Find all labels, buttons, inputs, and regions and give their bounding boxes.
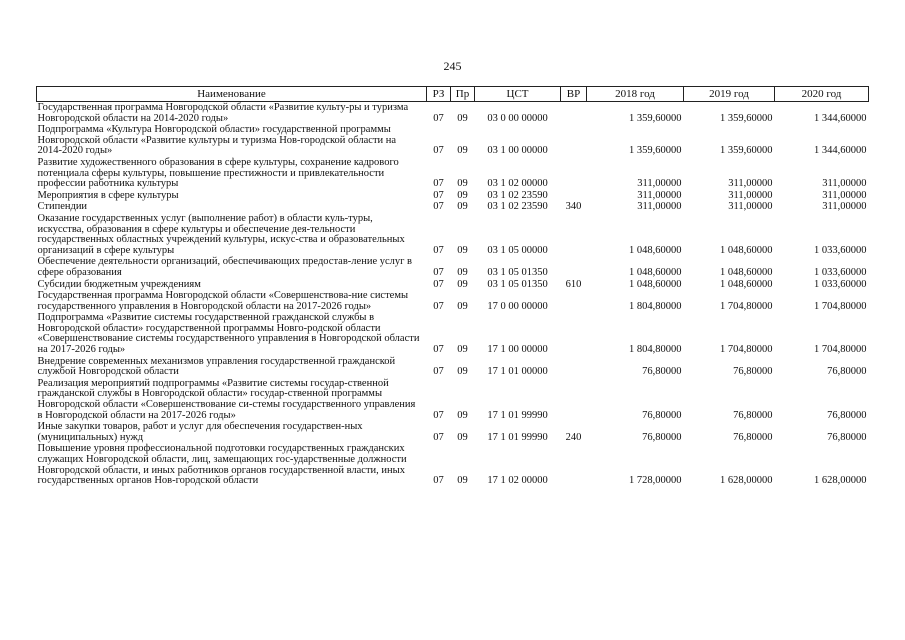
row-cst: 17 1 01 99990 <box>487 431 548 443</box>
row-2018: 76,80000 <box>642 366 682 378</box>
table-row <box>37 279 869 291</box>
row-rz: 07 <box>433 366 444 378</box>
header-2018: 2018 год <box>587 87 684 102</box>
row-2020: 1 628,00000 <box>814 475 867 487</box>
table-row <box>37 213 869 256</box>
row-pr: 09 <box>457 344 468 356</box>
table-row <box>37 421 869 443</box>
row-name: Иные закупки товаров, работ и услуг для обеспечения государствен-ных (муниципальных) нужд <box>37 421 363 443</box>
row-2019: 1 359,60000 <box>720 112 773 124</box>
row-vr <box>561 157 587 190</box>
row-rz: 07 <box>433 112 444 124</box>
row-cst: 03 1 05 01350 <box>487 278 548 290</box>
row-2018: 311,00000 <box>637 201 682 213</box>
row-pr: 09 <box>457 300 468 312</box>
row-2019: 1 048,60000 <box>720 266 773 278</box>
row-vr <box>561 190 587 202</box>
row-cst: 17 1 01 99990 <box>487 409 548 421</box>
row-cst: 03 1 02 00000 <box>487 178 548 190</box>
row-cst: 03 1 05 01350 <box>487 266 548 278</box>
table-body <box>37 102 869 487</box>
row-2019: 1 704,80000 <box>720 300 773 312</box>
table-row <box>37 256 869 278</box>
row-2020: 1 033,60000 <box>814 266 867 278</box>
row-rz: 07 <box>433 409 444 421</box>
table-row <box>37 190 869 202</box>
row-2018: 1 804,80000 <box>629 300 682 312</box>
row-2020: 1 344,60000 <box>814 112 867 124</box>
row-name: Мероприятия в сфере культуры <box>37 189 179 201</box>
row-cst: 17 1 01 00000 <box>487 366 548 378</box>
row-2020: 76,80000 <box>827 366 867 378</box>
table-row <box>37 124 869 157</box>
row-vr <box>561 312 587 355</box>
row-2019: 76,80000 <box>733 409 773 421</box>
table-row <box>37 201 869 213</box>
row-rz: 07 <box>433 266 444 278</box>
row-2019: 1 628,00000 <box>720 475 773 487</box>
row-2019: 311,00000 <box>728 189 773 201</box>
row-cst: 17 1 00 00000 <box>487 344 548 356</box>
row-2018: 1 048,60000 <box>629 278 682 290</box>
row-name: Субсидии бюджетным учреждениям <box>37 278 201 290</box>
row-2018: 1 804,80000 <box>629 344 682 356</box>
row-cst: 17 0 00 00000 <box>487 300 548 312</box>
table-row <box>37 443 869 486</box>
row-pr: 09 <box>457 278 468 290</box>
row-vr <box>561 290 587 312</box>
header-cst: ЦСТ <box>475 87 561 102</box>
row-2018: 311,00000 <box>637 178 682 190</box>
row-2018: 1 359,60000 <box>629 145 682 157</box>
row-2018: 1 359,60000 <box>629 112 682 124</box>
row-pr: 09 <box>457 178 468 190</box>
table-row <box>37 102 869 125</box>
row-rz: 07 <box>433 244 444 256</box>
row-name: Повышение уровня профессиональной подготовки государственных гражданских служащих Новгородской области, лиц, замещающих гос-ударственные должности Новгородской области, и иных работников органов государственной власти, иных государственных органов Нов-городской области <box>37 443 407 487</box>
row-2020: 76,80000 <box>827 431 867 443</box>
page-number: 245 <box>443 59 462 73</box>
table-row <box>37 378 869 421</box>
row-cst: 17 1 02 00000 <box>487 475 548 487</box>
row-2020: 1 344,60000 <box>814 145 867 157</box>
row-pr: 09 <box>457 431 468 443</box>
row-vr <box>561 102 587 125</box>
row-2020: 311,00000 <box>822 189 867 201</box>
header-vr: ВР <box>561 87 587 102</box>
row-cst: 03 0 00 00000 <box>487 112 548 124</box>
row-vr <box>561 124 587 157</box>
row-vr <box>561 443 587 486</box>
row-name: Обеспечение деятельности организаций, обеспечивающих предостав-ление услуг в сфере образования <box>37 256 413 278</box>
row-rz: 07 <box>433 278 444 290</box>
row-name: Государственная программа Новгородской области «Совершенствова-ние системы государственного управления в Новгородской области на 2017-2026 годы» <box>37 290 409 312</box>
row-rz: 07 <box>433 189 444 201</box>
row-2019: 1 048,60000 <box>720 278 773 290</box>
row-rz: 07 <box>433 201 444 213</box>
row-name: Подпрограмма «Культура Новгородской области» государственной программы Новгородской области «Развитие культуры и туризма Нов-городской области на 2014-2020 годы» <box>37 124 397 157</box>
row-name: Внедрение современных механизмов управления государственной гражданской службой Новгородской области <box>37 355 396 378</box>
row-2018: 1 728,00000 <box>629 475 682 487</box>
row-2018: 311,00000 <box>637 189 682 201</box>
row-2019: 1 704,80000 <box>720 344 773 356</box>
row-pr: 09 <box>457 366 468 378</box>
row-2019: 76,80000 <box>733 366 773 378</box>
row-cst: 03 1 02 23590 <box>487 189 548 201</box>
row-2019: 311,00000 <box>728 178 773 190</box>
row-2020: 1 033,60000 <box>814 244 867 256</box>
row-pr: 09 <box>457 266 468 278</box>
row-2019: 76,80000 <box>733 431 773 443</box>
row-rz: 07 <box>433 475 444 487</box>
header-2019: 2019 год <box>684 87 775 102</box>
table-row <box>37 157 869 190</box>
header-2020: 2020 год <box>775 87 869 102</box>
row-2018: 1 048,60000 <box>629 244 682 256</box>
row-pr: 09 <box>457 189 468 201</box>
row-pr: 09 <box>457 145 468 157</box>
row-name: Стипендии <box>37 201 88 213</box>
row-name: Реализация мероприятий подпрограммы «Развитие системы государ-ственной гражданской службы в Новгородской области» государ-ственной программы Новгородской области «Совершенствование си-стемы государственного управления в Новгородской области на 2017-2026 годы» <box>37 377 416 421</box>
row-name: Развитие художественного образования в сфере культуры, сохранение кадрового потенциала сферы культуры, повышение престижности и привлекательности профессии работника культуры <box>37 156 399 190</box>
row-name: Государственная программа Новгородской области «Развитие культу-ры и туризма Новгородской области на 2014-2020 годы» <box>37 102 409 124</box>
row-rz: 07 <box>433 300 444 312</box>
row-vr: 610 <box>565 278 582 290</box>
row-rz: 07 <box>433 431 444 443</box>
budget-table <box>36 86 869 487</box>
row-pr: 09 <box>457 244 468 256</box>
row-pr: 09 <box>457 475 468 487</box>
row-rz: 07 <box>433 178 444 190</box>
row-2020: 76,80000 <box>827 409 867 421</box>
row-2018: 76,80000 <box>642 409 682 421</box>
header-name: Наименование <box>37 87 427 102</box>
row-vr <box>561 256 587 278</box>
row-vr: 340 <box>565 201 582 213</box>
table-header <box>37 87 869 102</box>
row-2019: 311,00000 <box>728 201 773 213</box>
row-2020: 1 704,80000 <box>814 300 867 312</box>
row-cst: 03 1 02 23590 <box>487 201 548 213</box>
row-2019: 1 359,60000 <box>720 145 773 157</box>
row-2020: 1 704,80000 <box>814 344 867 356</box>
row-2018: 1 048,60000 <box>629 266 682 278</box>
row-vr <box>561 213 587 256</box>
row-cst: 03 1 00 00000 <box>487 145 548 157</box>
row-name: Подпрограмма «Развитие системы государственной гражданской службы в Новгородской области» государственной программы Новго-родской области «Совершенствование системы государственного управления в Новгородской области на 2017-2026 годы» <box>37 312 420 356</box>
header-pr: Пр <box>451 87 475 102</box>
row-vr: 240 <box>565 431 582 443</box>
row-pr: 09 <box>457 409 468 421</box>
row-pr: 09 <box>457 201 468 213</box>
table-row <box>37 356 869 378</box>
row-cst: 03 1 05 00000 <box>487 244 548 256</box>
row-vr <box>561 378 587 421</box>
row-2020: 1 033,60000 <box>814 278 867 290</box>
row-2020: 311,00000 <box>822 178 867 190</box>
row-pr: 09 <box>457 112 468 124</box>
table-row <box>37 312 869 355</box>
row-2020: 311,00000 <box>822 201 867 213</box>
table-row <box>37 290 869 312</box>
row-rz: 07 <box>433 145 444 157</box>
header-rz: РЗ <box>427 87 451 102</box>
row-2019: 1 048,60000 <box>720 244 773 256</box>
row-2018: 76,80000 <box>642 431 682 443</box>
row-rz: 07 <box>433 344 444 356</box>
row-name: Оказание государственных услуг (выполнение работ) в области куль-туры, искусства, образования в сфере культуры и обеспечение дея-тельности государственных областных учреждений культуры, искус-ства и образовательных организаций в сфере культуры <box>37 212 405 256</box>
row-vr <box>561 356 587 378</box>
